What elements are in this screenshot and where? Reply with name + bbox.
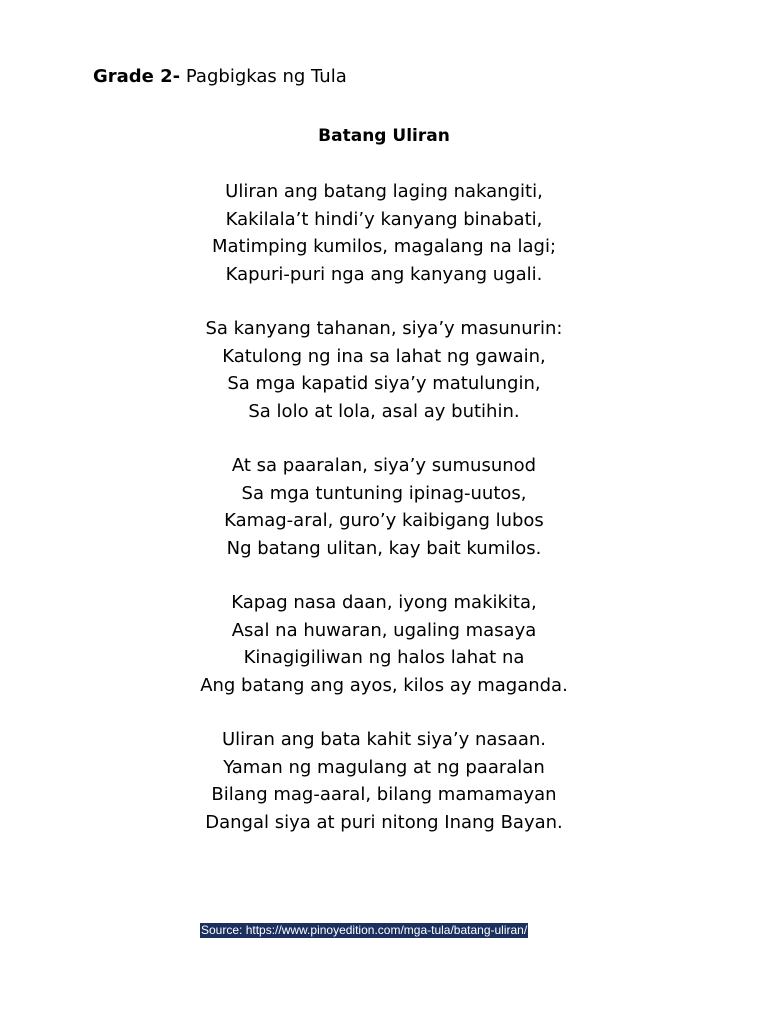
stanza-3 xyxy=(0,452,768,562)
poem-line: Ang batang ang ayos, kilos ay maganda. xyxy=(200,674,568,696)
poem-line: Sa mga kapatid siya’y matulungin, xyxy=(227,373,541,394)
poem-line: Kamag-aral, guro’y kaibigang lubos xyxy=(224,510,544,531)
poem-line: Yaman ng magulang at ng paaralan xyxy=(223,756,545,778)
poem-line: Asal na huwaran, ugaling masaya xyxy=(231,619,537,641)
poem-body xyxy=(0,178,768,863)
poem-line: Uliran ang bata kahit siya’y nasaan. xyxy=(221,729,547,750)
stanza-5 xyxy=(0,726,768,836)
poem-line: Bilang mag-aaral, bilang mamamayan xyxy=(211,784,557,805)
poem-line: At sa paaralan, siya’y sumusunod xyxy=(231,455,537,476)
poem-line: Matimping kumilos, magalang na lagi; xyxy=(211,236,557,257)
poem-line: Sa mga tuntuning ipinag-uutos, xyxy=(241,482,527,504)
poem-line: Katulong ng ina sa lahat ng gawain, xyxy=(222,345,546,367)
poem-line: Kapuri-puri nga ang kanyang ugali. xyxy=(225,263,543,285)
poem-line: Kakilala’t hindi’y kanyang binabati, xyxy=(225,208,543,230)
document-header xyxy=(93,66,347,87)
poem-line: Uliran ang batang laging nakangiti, xyxy=(225,181,543,202)
source-label: Source: xyxy=(201,923,243,937)
stanza-2 xyxy=(0,315,768,425)
poem-line: Kapag nasa daan, iyong makikita, xyxy=(231,592,537,613)
grade-label: Grade 2- xyxy=(93,66,181,87)
poem-line: Dangal siya at puri nitong Inang Bayan. xyxy=(205,811,563,833)
subject-label: Pagbigkas ng Tula xyxy=(185,66,347,87)
poem-line: Kinagigiliwan ng halos lahat na xyxy=(243,647,525,668)
poem-line: Ng batang ulitan, kay bait kumilos. xyxy=(226,537,542,559)
poem-title: Batang Uliran xyxy=(318,126,450,146)
source-link[interactable]: https://www.pinoyedition.com/mga-tula/batang-uliran/ xyxy=(245,923,528,937)
stanza-4 xyxy=(0,589,768,699)
source-citation xyxy=(200,923,528,938)
poem-line: Sa kanyang tahanan, siya’y masunurin: xyxy=(205,318,563,339)
poem-line: Sa lolo at lola, asal ay butihin. xyxy=(248,400,520,422)
stanza-1 xyxy=(0,178,768,288)
